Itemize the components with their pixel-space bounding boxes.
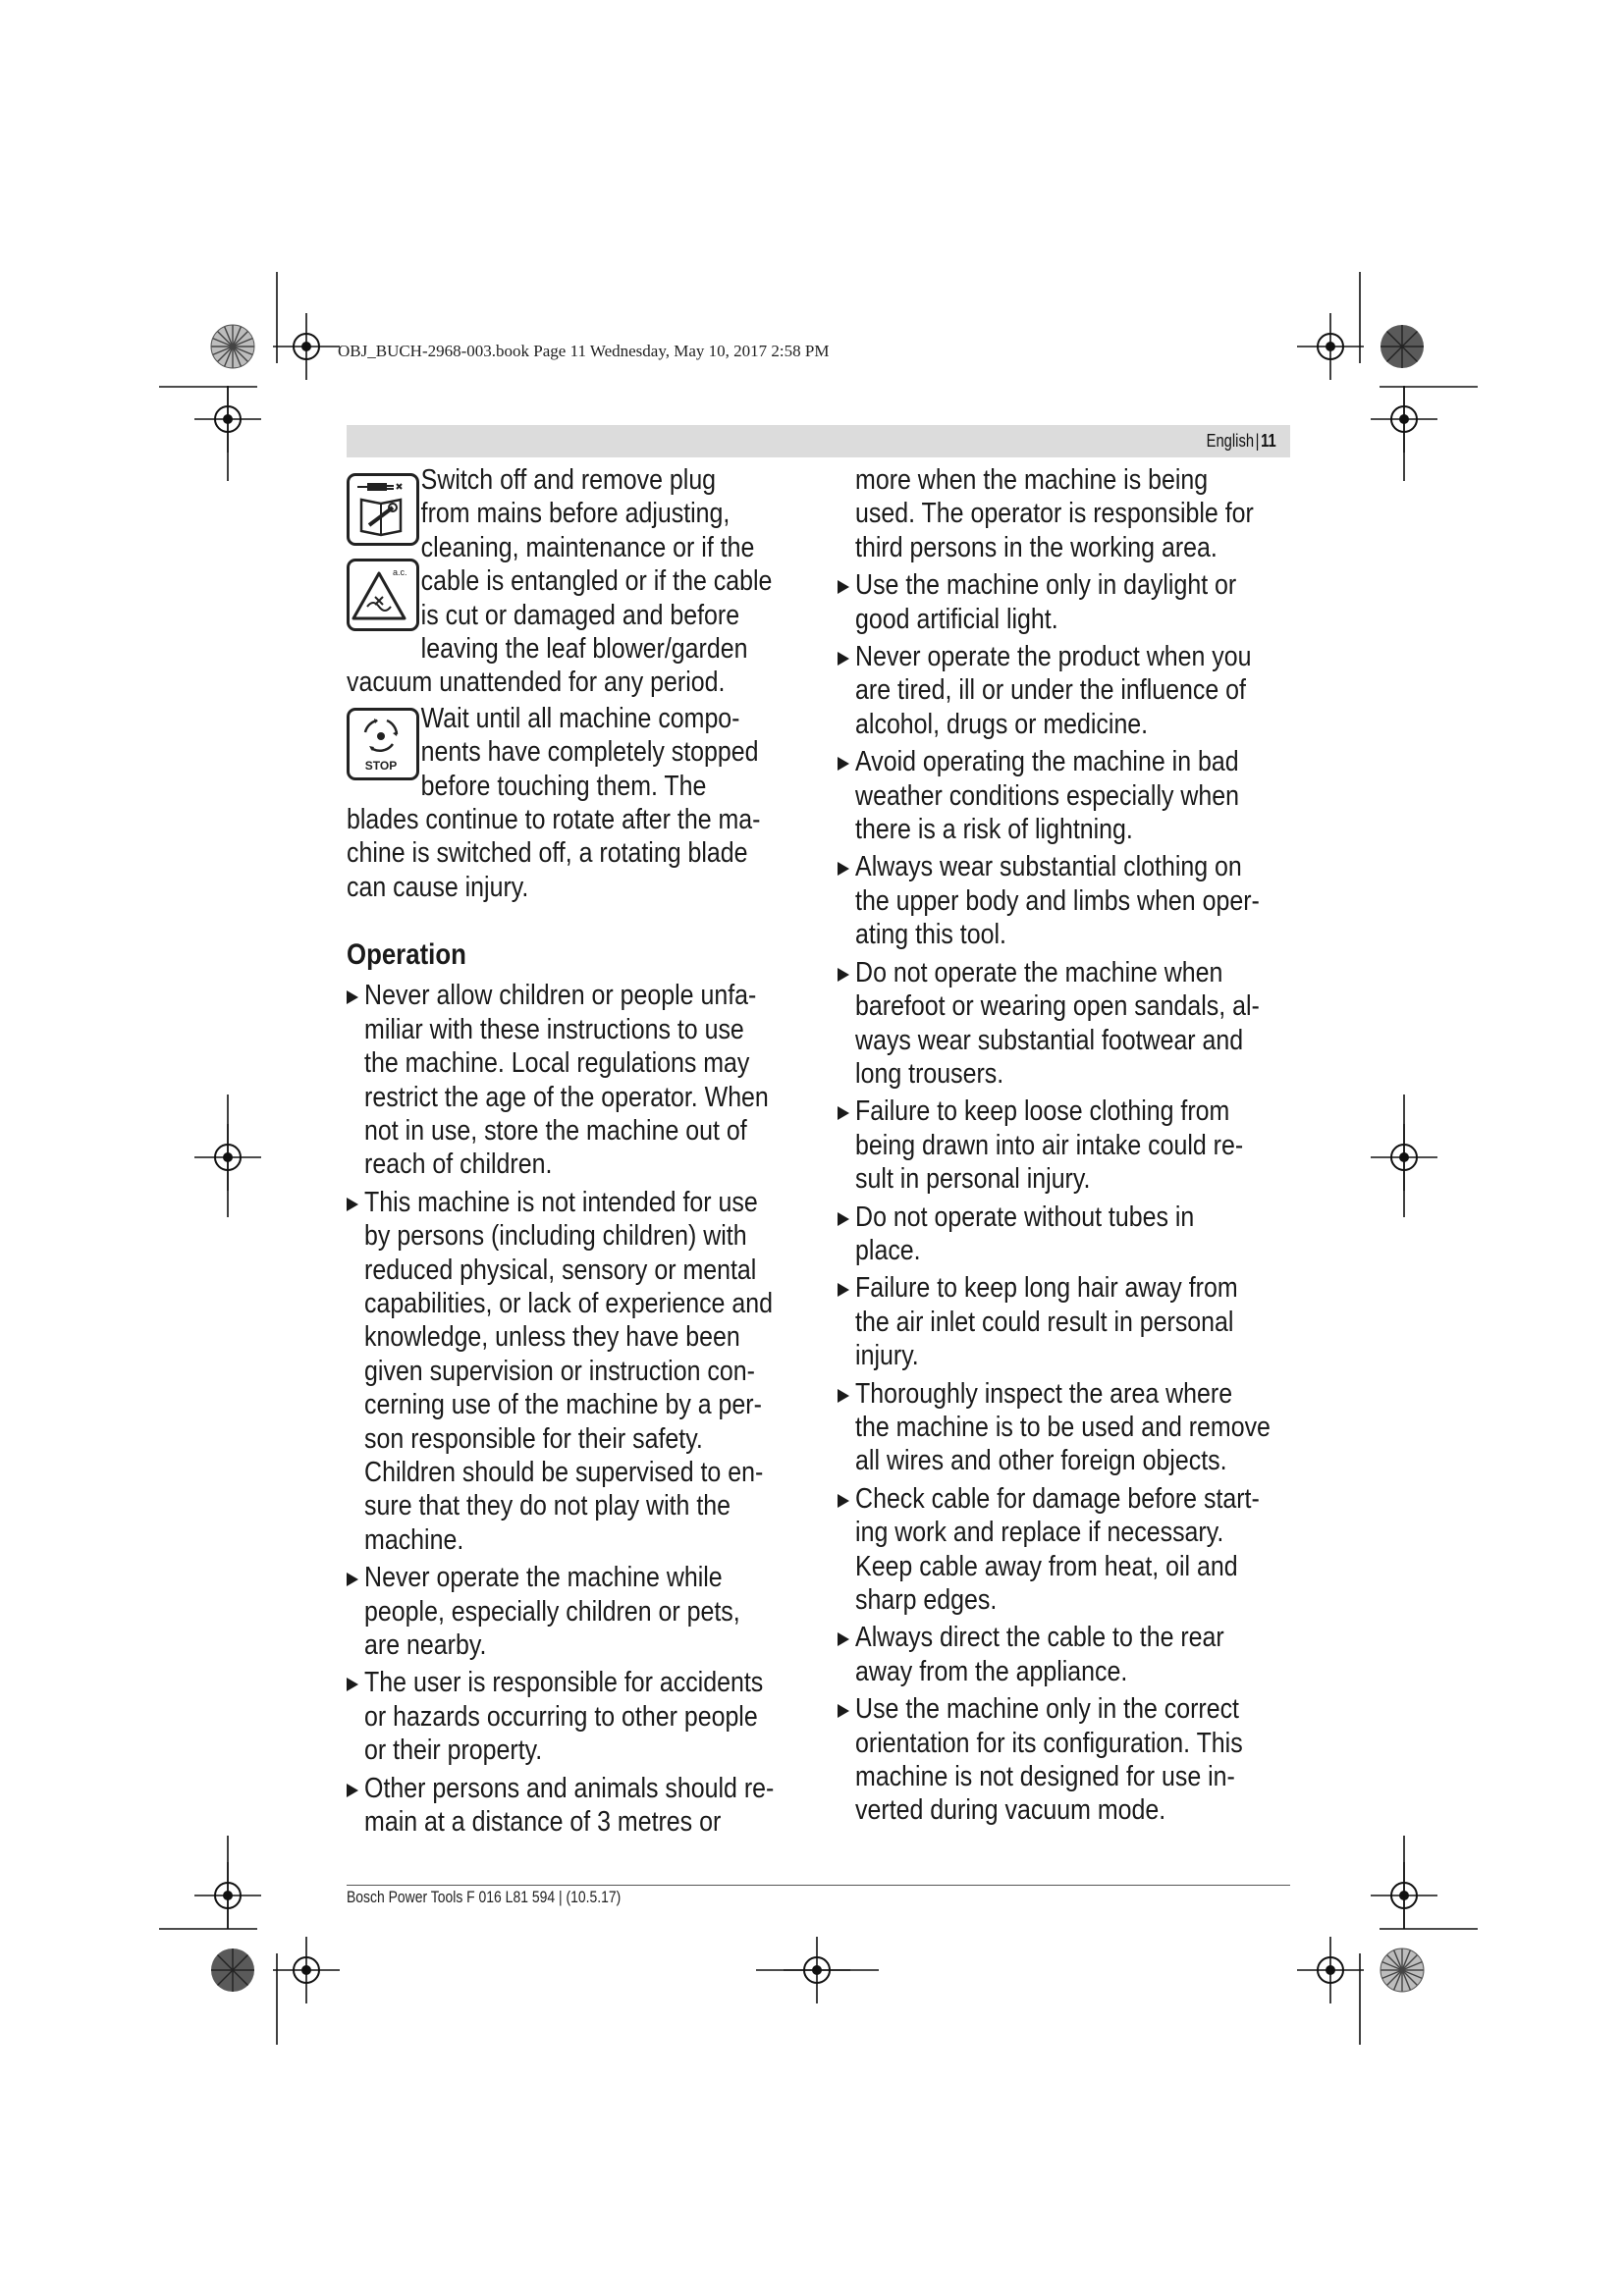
text-line: away from the appliance.	[855, 1655, 1128, 1687]
text-line: before touching them. The	[420, 770, 707, 802]
text-line: Other persons and animals should re-	[364, 1772, 775, 1804]
text-line: the machine. Local regulations may	[364, 1047, 750, 1080]
bullet-item	[838, 1692, 1319, 1828]
unplug-warning-text	[347, 463, 828, 700]
text-line: miliar with these instructions to use	[364, 1013, 744, 1045]
text-line: Always wear substantial clothing on	[855, 851, 1242, 883]
text-line: chine is switched off, a rotating blade	[347, 837, 748, 870]
text-line: all wires and other foreign objects.	[855, 1445, 1227, 1477]
text-line: people, especially children or pets,	[364, 1595, 740, 1628]
text-line: more when the machine is being	[855, 464, 1209, 496]
text-line: or hazards occurring to other people	[364, 1700, 758, 1733]
text-line: capabilities, or lack of experience and	[364, 1287, 773, 1319]
text-line: the machine is to be used and remove	[855, 1411, 1271, 1443]
bullet-item	[838, 568, 1319, 636]
text-line: Always direct the cable to the rear	[855, 1622, 1224, 1654]
text-line: barefoot or wearing open sandals, al-	[855, 990, 1260, 1023]
stop-warning-block	[347, 702, 828, 904]
text-line: restrict the age of the operator. When	[364, 1081, 769, 1113]
text-line: machine.	[364, 1523, 464, 1556]
page-footer: Bosch Power Tools F 016 L81 594 | (10.5.17)	[347, 1888, 622, 1906]
text-line: nents have completely stopped	[420, 736, 759, 769]
text-line: from mains before adjusting,	[420, 498, 731, 530]
text-line: long trousers.	[855, 1057, 1004, 1090]
text-line: sure that they do not play with the	[364, 1490, 731, 1522]
text-line: is cut or damaged and before	[420, 599, 740, 631]
page-number: 11	[1261, 431, 1276, 451]
text-line: Never operate the product when you	[855, 641, 1252, 673]
text-line: Never operate the machine while	[364, 1562, 723, 1594]
operation-bullet-list	[347, 979, 828, 1839]
left-column	[347, 463, 828, 1842]
text-line: cerning use of the machine by a per-	[364, 1389, 762, 1421]
text-line: Failure to keep loose clothing from	[855, 1095, 1230, 1128]
text-line: Keep cable away from heat, oil and	[855, 1550, 1238, 1582]
page-header-bar	[347, 425, 1290, 457]
bullet-item	[347, 979, 828, 1181]
text-line: Avoid operating the machine in bad	[855, 746, 1239, 778]
text-line: This machine is not intended for use	[364, 1186, 758, 1218]
text-line: machine is not designed for use in-	[855, 1761, 1235, 1793]
bullet-item	[838, 956, 1319, 1092]
stop-label: STOP	[364, 758, 398, 773]
bullet-item	[838, 745, 1319, 846]
bullet-item	[838, 1271, 1319, 1372]
bullet-item	[838, 850, 1319, 951]
text-line: Do not operate the machine when	[855, 956, 1223, 988]
bullet-item	[838, 640, 1319, 741]
text-line: Wait until all machine compo-	[420, 702, 740, 734]
text-line: weather conditions especially when	[855, 779, 1240, 812]
text-line: used. The operator is responsible for	[855, 498, 1254, 530]
text-line: there is a risk of lightning.	[855, 814, 1133, 846]
text-line: the air inlet could result in personal	[855, 1306, 1234, 1338]
text-line: Use the machine only in daylight or	[855, 569, 1237, 602]
text-line: blades continue to rotate after the ma-	[347, 804, 761, 836]
right-column	[838, 463, 1319, 1832]
text-line: Thoroughly inspect the area where	[855, 1377, 1233, 1410]
text-line: cleaning, maintenance or if the	[420, 531, 755, 563]
text-line: Do not operate without tubes in	[855, 1201, 1195, 1233]
text-line: son responsible for their safety.	[364, 1422, 703, 1455]
text-line: knowledge, unless they have been	[364, 1321, 740, 1354]
continuation-text	[838, 463, 1336, 564]
text-line: main at a distance of 3 metres or	[364, 1806, 722, 1839]
bullet-item	[838, 1201, 1319, 1268]
text-line: sharp edges.	[855, 1584, 998, 1616]
bullet-item	[347, 1666, 828, 1767]
footer-divider	[347, 1885, 1290, 1886]
text-line: Never allow children or people unfa-	[364, 980, 757, 1012]
safety-bullet-list	[838, 568, 1319, 1828]
bullet-item	[838, 1377, 1319, 1478]
text-line: Switch off and remove plug	[420, 464, 717, 496]
text-line: reach of children.	[364, 1148, 553, 1181]
text-line: injury.	[855, 1340, 919, 1372]
text-line: Check cable for damage before start-	[855, 1482, 1260, 1515]
text-line: being drawn into air intake could re-	[855, 1129, 1244, 1161]
text-line: Use the machine only in the correct	[855, 1693, 1239, 1726]
text-line: ways wear substantial footwear and	[855, 1024, 1244, 1056]
text-line: Children should be supervised to en-	[364, 1456, 764, 1488]
bullet-item	[838, 1482, 1319, 1618]
text-line: vacuum unattended for any period.	[347, 667, 726, 699]
ac-label: a.c.	[393, 567, 407, 577]
bullet-item	[347, 1561, 828, 1662]
text-line: the upper body and limbs when oper-	[855, 884, 1260, 917]
bullet-item	[838, 1621, 1319, 1688]
bullet-item	[347, 1772, 828, 1840]
text-line: verted during vacuum mode.	[855, 1794, 1166, 1827]
text-line: or their property.	[364, 1735, 543, 1767]
text-line: third persons in the working area.	[855, 531, 1218, 563]
text-line: ing work and replace if necessary.	[855, 1517, 1224, 1549]
text-line: sult in personal injury.	[855, 1163, 1091, 1196]
page-header	[1207, 431, 1276, 452]
text-line: not in use, store the machine out of	[364, 1114, 747, 1147]
text-line: reduced physical, sensory or mental	[364, 1254, 757, 1286]
text-line: orientation for its configuration. This	[855, 1727, 1243, 1759]
text-line: Failure to keep long hair away from	[855, 1272, 1238, 1305]
text-line: cable is entangled or if the cable	[420, 565, 773, 598]
stop-warning-text	[347, 702, 828, 904]
header-language: English	[1206, 431, 1255, 451]
text-line: ating this tool.	[855, 919, 1006, 951]
text-line: can cause injury.	[347, 871, 529, 903]
text-line: The user is responsible for accidents	[364, 1667, 764, 1699]
text-line: good artificial light.	[855, 603, 1058, 635]
text-line: place.	[855, 1234, 921, 1266]
unplug-warning-block	[347, 463, 828, 700]
bullet-item	[347, 1186, 828, 1557]
text-line: given supervision or instruction con-	[364, 1355, 755, 1387]
header-separator: |	[1255, 431, 1260, 451]
text-line: are nearby.	[364, 1629, 487, 1661]
section-heading-operation: Operation	[347, 938, 466, 972]
text-line: by persons (including children) with	[364, 1220, 747, 1253]
bullet-item	[838, 1095, 1319, 1196]
text-line: leaving the leaf blower/garden	[420, 633, 748, 666]
print-slug: OBJ_BUCH-2968-003.book Page 11 Wednesday, May 10, 2017 2:58 PM	[338, 342, 830, 360]
text-line: alcohol, drugs or medicine.	[855, 708, 1149, 740]
text-line: are tired, ill or under the influence of	[855, 674, 1246, 707]
